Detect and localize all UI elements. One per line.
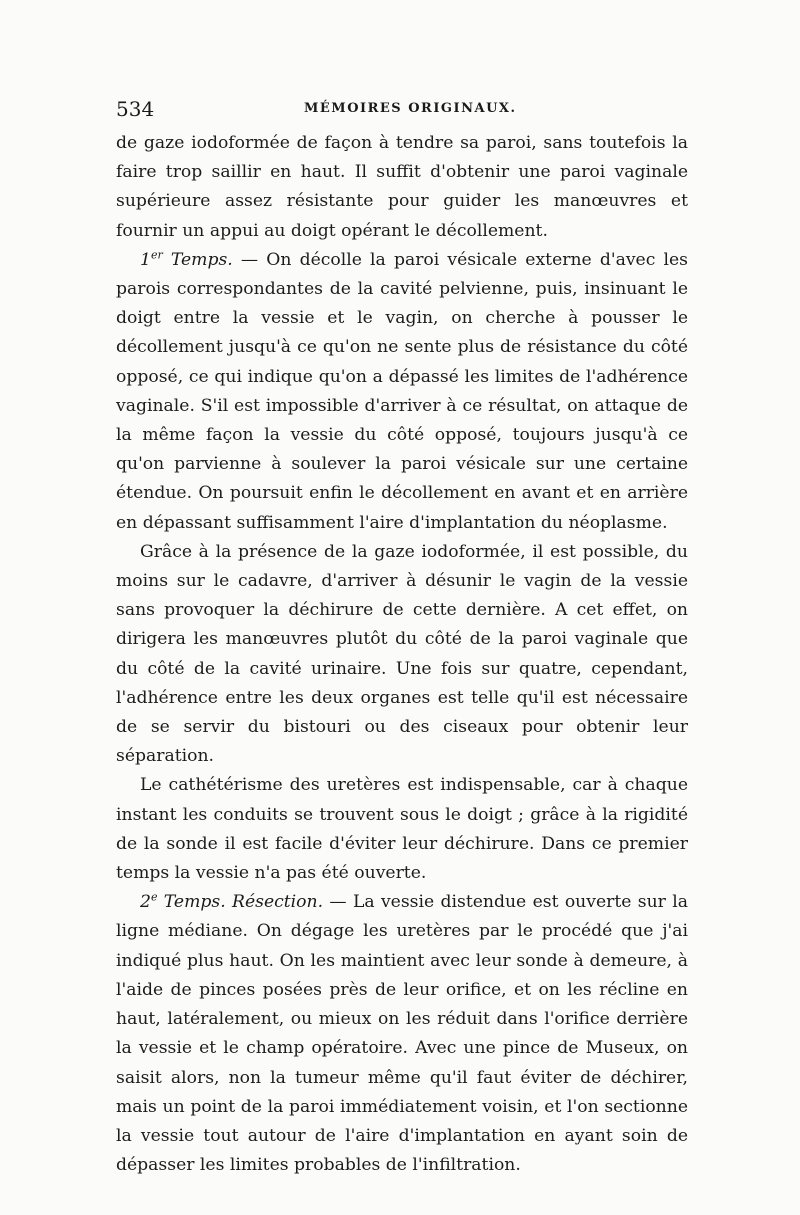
- running-head: MÉMOIRES ORIGINAUX.: [304, 101, 517, 116]
- paragraph-continuation: de gaze iodoformée de façon à tendre sa paroi, sans toutefois la faire trop saillir en haut. Il suffit d'obtenir une paroi vaginale supérieure assez résistante pour guider les manœuvres et fournir un appui au doigt opérant le décollement.: [116, 133, 688, 241]
- section-label: Temps.: [162, 249, 233, 270]
- section-lead-first-temps: [140, 250, 233, 270]
- paragraph-catheterisme: Le cathétérisme des uretères est indispensable, car à chaque instant les conduits se trouvent sous le doigt ; grâce à la rigidité de la sonde il est facile d'éviter leur déchirure. Dans ce premier temps la vessie n'a pas été ouverte.: [116, 775, 688, 884]
- section-number-suffix: e: [150, 890, 158, 904]
- page-number: 534: [116, 97, 155, 121]
- section-number: 2: [140, 892, 151, 913]
- paragraph-text: — La vessie distendue est ouverte sur la ligne médiane. On dégage les uretères par le procédé que j'ai indiqué plus haut. On les maintient avec leur sonde à demeure, à l'aide de pinces posées près de leur orifice, et on les récline en haut, latéralement, ou mieux on les réduit dans l'orifice derrière la vessie et le champ opératoire. Avec une pince de Museux, on saisit alors, non la tumeur même qu'il faut éviter de déchirer, mais un point de la paroi immédiatement voisin, et l'on sectionne la vessie tout autour de l'aire d'implantation en ayant soin de dépasser les limites probables de l'infiltration.: [116, 892, 688, 1176]
- section-number: 1: [140, 249, 151, 270]
- body-text: [116, 129, 688, 1180]
- section-lead-second-temps: [140, 892, 323, 912]
- paragraph-gaze-iodoformee: Grâce à la présence de la gaze iodoformée, il est possible, du moins sur le cadavre, d'arriver à désunir le vagin de la vessie sans provoquer la déchirure de cette dernière. A cet effet, on dirigera les manœuvres plutôt du côté de la paroi vaginale que du côté de la cavité urinaire. Une fois sur quatre, cependant, l'adhérence entre les deux organes est telle qu'il est nécessaire de se servir du bistouri ou des ciseaux pour obtenir leur séparation.: [116, 541, 688, 767]
- paragraph-first-temps: [116, 246, 688, 538]
- section-number-suffix: er: [150, 248, 163, 262]
- page-header: [116, 95, 688, 125]
- paragraph-text: — On décolle la paroi vésicale externe d'avec les parois correspondantes de la cavité pelvienne, puis, insinuant le doigt entre la vessie et le vagin, on cherche à pousser le décollement jusqu'à ce qu'on ne sente plus de résistance du côté opposé, ce qui indique qu'on a dépassé les limites de l'adhérence vaginale. S'il est impossible d'arriver à ce résultat, on attaque de la même façon la vessie du côté opposé, toujours jusqu'à ce qu'on parvienne à soulever la paroi vésicale sur une certaine étendue. On poursuit enfin le décollement en avant et en arrière en dépassant suffisamment l'aire d'implantation du néoplasme.: [116, 249, 688, 533]
- paragraph-second-temps: [116, 888, 688, 1180]
- section-label: Temps. Résection.: [157, 892, 324, 913]
